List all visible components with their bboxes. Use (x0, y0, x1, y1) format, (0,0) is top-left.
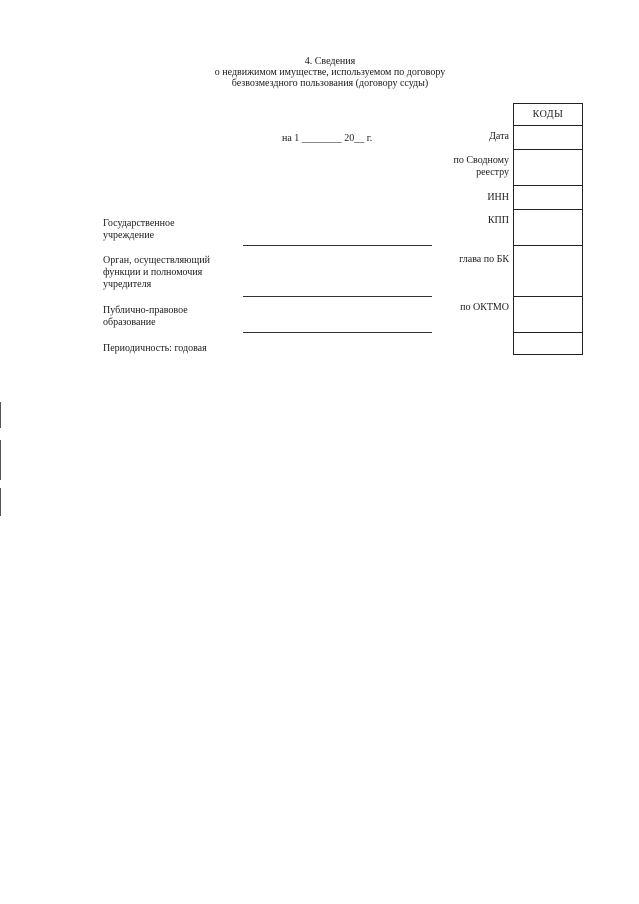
report-date: на 1 ________ 20__ г. (282, 133, 373, 144)
code-cell-kpp[interactable] (514, 209, 582, 246)
code-cell-date[interactable] (514, 125, 582, 150)
periodicity: Периодичность: годовая (103, 343, 207, 354)
scan-mark (0, 440, 1, 480)
code-cell-bk-chapter[interactable] (514, 245, 582, 297)
label-institution: Государственное учреждение (103, 218, 175, 241)
code-cell-inn[interactable] (514, 185, 582, 210)
form-subtitle-line2: безвозмездного пользования (договору ссуды) (231, 78, 429, 89)
public-entity-field[interactable] (243, 332, 432, 333)
scan-mark (0, 488, 1, 516)
code-cell-oktmo[interactable] (514, 296, 582, 333)
form-subtitle-line1: о недвижимом имуществе, используемом по договору (214, 67, 446, 78)
label-date: Дата (489, 131, 509, 142)
scan-mark (0, 402, 1, 428)
code-cell-registry[interactable] (514, 149, 582, 186)
code-cell-blank[interactable] (514, 332, 582, 355)
codes-table (513, 103, 583, 355)
founder-field[interactable] (243, 296, 432, 297)
codes-heading: КОДЫ (532, 109, 564, 120)
institution-field[interactable] (243, 245, 432, 246)
label-inn: ИНН (487, 192, 509, 203)
label-registry-line2: реестру (476, 167, 509, 178)
label-oktmo: по ОКТМО (460, 302, 509, 313)
form-title: 4. Сведения (304, 56, 356, 67)
label-founder: Орган, осуществляющий функции и полномочия учредителя (103, 255, 210, 290)
label-bk-chapter: глава по БК (459, 254, 509, 265)
label-registry-line1: по Сводному (453, 155, 509, 166)
label-kpp: КПП (487, 215, 509, 226)
label-public-entity: Публично-правовое образование (103, 305, 188, 328)
